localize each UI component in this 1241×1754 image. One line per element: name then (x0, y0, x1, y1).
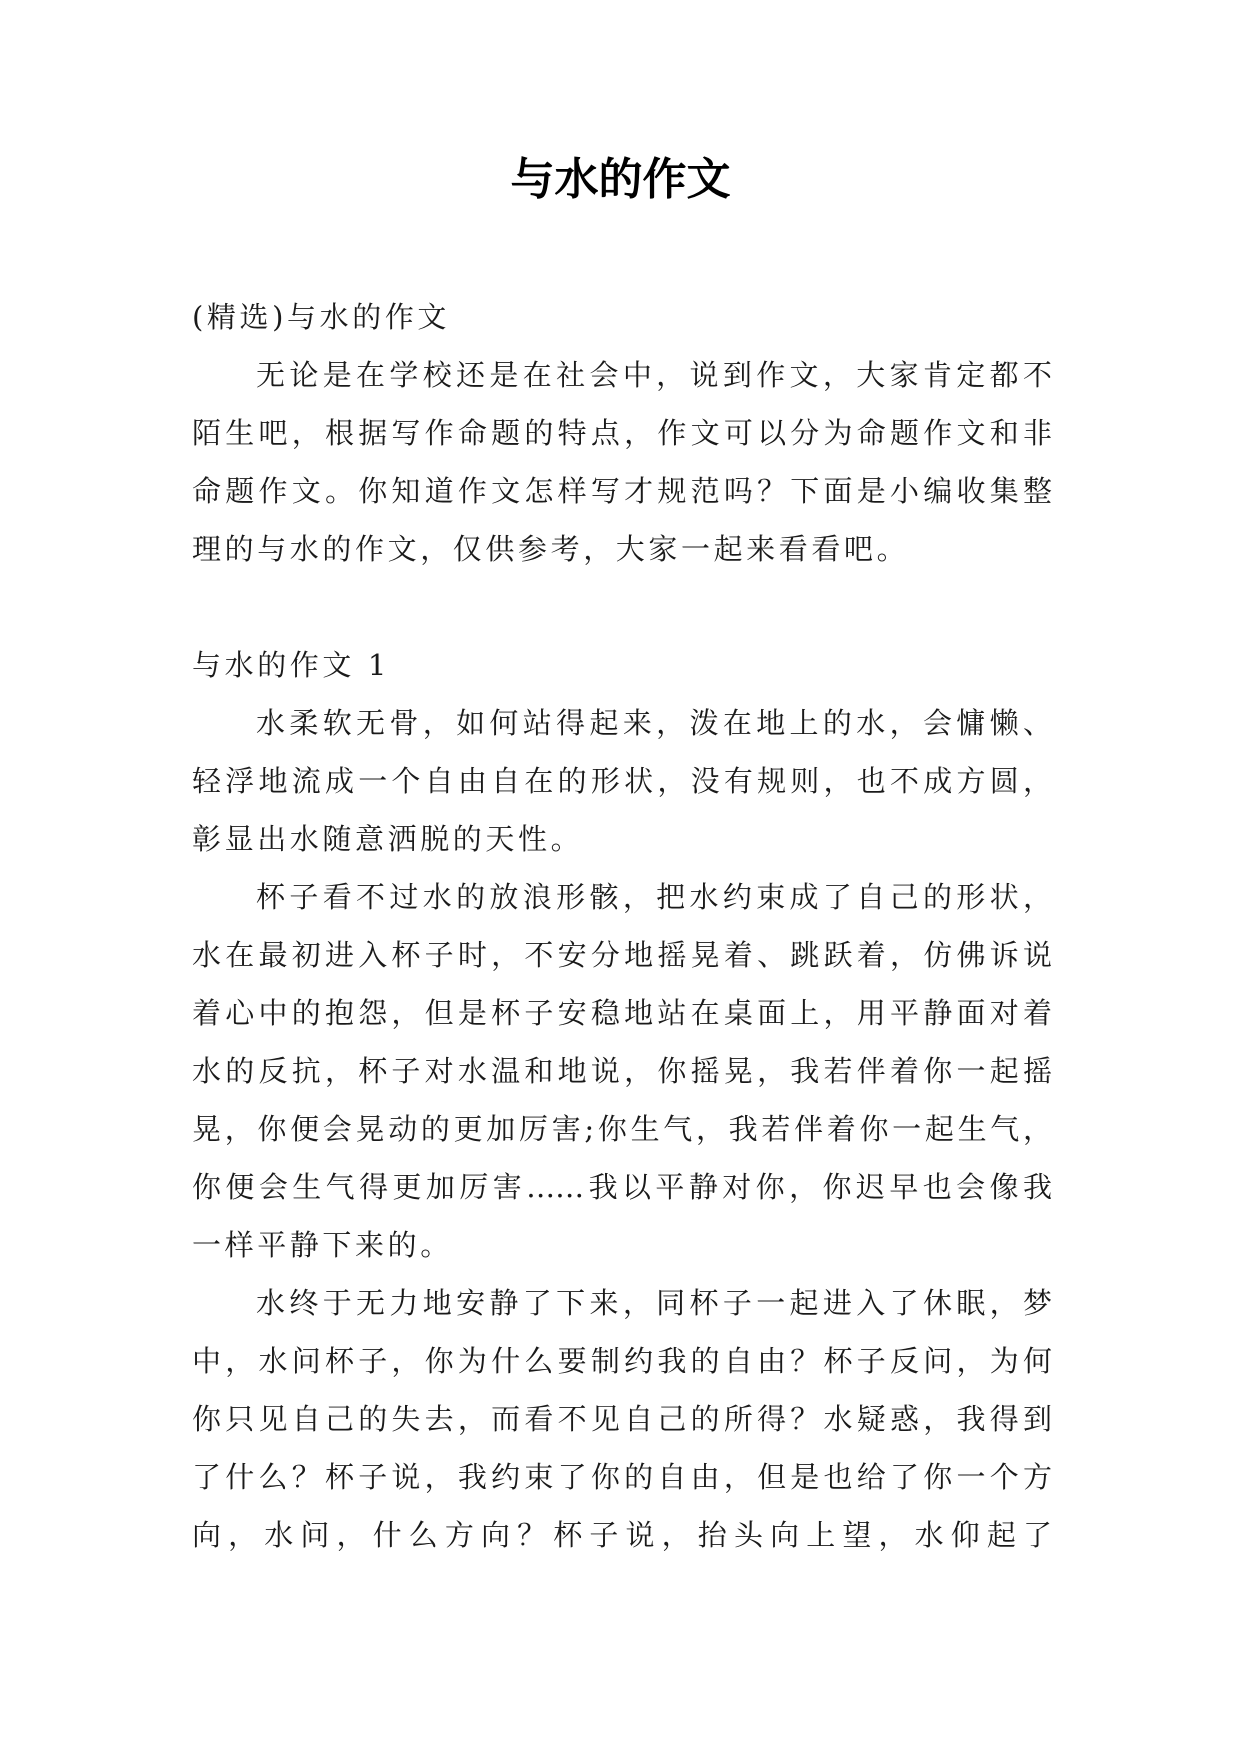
section-heading: 与水的作文 1 (192, 648, 390, 682)
section-gap (192, 578, 1052, 636)
subtitle-line: (精选)与水的作文 (192, 300, 451, 334)
paragraph-line: 理的与水的作文，仅供参考，大家一起来看看吧。 (192, 532, 910, 566)
paragraph-line: 杯子看不过水的放浪形骸，把水约束成了自己的形状， (256, 880, 1052, 914)
paragraph-line: 向，水问，什么方向？杯子说，抬头向上望，水仰起了 (192, 1518, 1052, 1552)
paragraph-line: 一样平静下来的。 (192, 1228, 453, 1262)
paragraph-line: 水终于无力地安静了下来，同杯子一起进入了休眠，梦 (256, 1286, 1052, 1320)
paragraph-line: 水柔软无骨，如何站得起来，泼在地上的水，会慵懒、 (256, 706, 1052, 740)
paragraph-line: 水的反抗，杯子对水温和地说，你摇晃，我若伴着你一起摇 (192, 1054, 1052, 1088)
document-body (192, 288, 1052, 1564)
paragraph-line: 无论是在学校还是在社会中，说到作文，大家肯定都不 (256, 358, 1052, 392)
paragraph-line: 陌生吧，根据写作命题的特点，作文可以分为命题作文和非 (192, 416, 1052, 450)
paragraph-line: 你只见自己的失去，而看不见自己的所得？水疑惑，我得到 (192, 1402, 1052, 1436)
paragraph-line: 了什么？杯子说，我约束了你的自由，但是也给了你一个方 (192, 1460, 1052, 1494)
paragraph-line: 中，水问杯子，你为什么要制约我的自由？杯子反问，为何 (192, 1344, 1052, 1378)
paragraph-line: 轻浮地流成一个自由自在的形状，没有规则，也不成方圆， (192, 764, 1052, 798)
paragraph-line: 你便会生气得更加厉害……我以平静对你，你迟早也会像我 (192, 1170, 1052, 1204)
paragraph-line: 水在最初进入杯子时，不安分地摇晃着、跳跃着，仿佛诉说 (192, 938, 1052, 972)
paragraph-line: 彰显出水随意洒脱的天性。 (192, 822, 584, 856)
document-title: 与水的作文 (510, 154, 731, 205)
paragraph-line: 晃，你便会晃动的更加厉害;你生气，我若伴着你一起生气， (192, 1112, 1052, 1146)
paragraph-line: 着心中的抱怨，但是杯子安稳地站在桌面上，用平静面对着 (192, 996, 1052, 1030)
paragraph-line: 命题作文。你知道作文怎样写才规范吗？下面是小编收集整 (192, 474, 1052, 508)
